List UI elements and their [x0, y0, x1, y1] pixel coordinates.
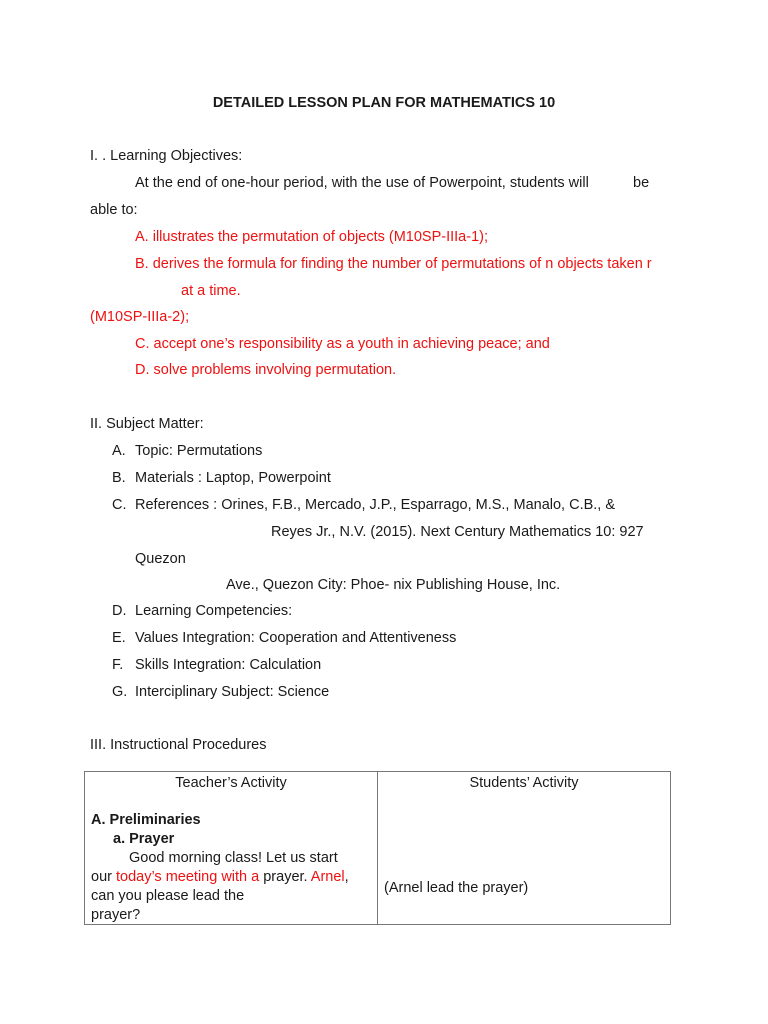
activity-table [84, 771, 671, 925]
teacher-line2-part2: prayer. [259, 869, 311, 885]
teacher-line2-highlight1: today’s meeting with a [116, 869, 260, 885]
list-marker: A. [112, 443, 126, 459]
objective-b-line1: B. derives the formula for finding the number of permutations of n objects taken r [135, 256, 652, 272]
subject-item-values [112, 629, 456, 647]
teacher-line4: prayer? [91, 907, 141, 923]
subject-item-topic [112, 442, 262, 460]
subject-item-references [112, 496, 615, 514]
subject-heading: II. Subject Matter: [90, 416, 204, 432]
objectives-heading: I. . Learning Objectives: [90, 148, 243, 164]
list-marker: B. [112, 470, 126, 486]
teacher-line3: can you please lead the [91, 888, 245, 904]
teacher-line2 [91, 868, 349, 887]
list-item-text: References : Orines, F.B., Mercado, J.P., Esparrago, M.S., Manalo, C.B., & [135, 497, 616, 513]
teacher-activity-header: Teacher’s Activity [175, 775, 287, 791]
preliminaries-heading: A. Preliminaries [91, 812, 201, 828]
page-title: DETAILED LESSON PLAN FOR MATHEMATICS 10 [212, 95, 556, 111]
list-marker: E. [112, 630, 126, 646]
objective-d: D. solve problems involving permutation. [135, 362, 397, 378]
objectives-intro-line2: able to: [90, 202, 138, 218]
subject-item-skills [112, 656, 321, 674]
objectives-intro-line1: At the end of one-hour period, with the use of Powerpoint, students will [135, 175, 589, 191]
student-response: (Arnel lead the prayer) [384, 880, 529, 896]
objectives-intro-be: be [633, 175, 650, 191]
prayer-heading: a. Prayer [113, 831, 175, 847]
list-item-text: Learning Competencies: [135, 603, 293, 619]
teacher-line2-part1: our [91, 869, 116, 885]
students-activity-cell [378, 772, 671, 925]
procedures-heading: III. Instructional Procedures [90, 737, 267, 753]
list-item-text: Topic: Permutations [135, 443, 263, 459]
list-marker: G. [112, 684, 128, 700]
reference-line2: Reyes Jr., N.V. (2015). Next Century Mathematics 10: 927 [271, 524, 644, 540]
list-item-text: Values Integration: Cooperation and Attentiveness [135, 630, 457, 646]
objective-a: A. illustrates the permutation of objects (M10SP-IIIa-1); [135, 229, 488, 245]
objective-b-line3: (M10SP-IIIa-2); [90, 309, 190, 325]
objective-b-line2: at a time. [181, 283, 241, 299]
subject-item-interdisciplinary [112, 683, 329, 701]
list-item-text: Interciplinary Subject: Science [135, 684, 330, 700]
objective-c: C. accept one’s responsibility as a youth in achieving peace; and [135, 336, 550, 352]
subject-item-competencies [112, 602, 292, 620]
list-item-text: Materials : Laptop, Powerpoint [135, 470, 331, 486]
teacher-line1: Good morning class! Let us start [129, 850, 338, 866]
teacher-line2-part3: , [344, 869, 349, 885]
list-item-text: Skills Integration: Calculation [135, 657, 322, 673]
subject-item-materials [112, 469, 331, 487]
teacher-activity-cell [85, 772, 378, 925]
list-marker: C. [112, 497, 127, 513]
list-marker: F. [112, 657, 124, 673]
reference-line4: Ave., Quezon City: Phoe- nix Publishing House, Inc. [226, 577, 561, 593]
list-marker: D. [112, 603, 127, 619]
teacher-line2-highlight2: Arnel [310, 869, 345, 885]
students-activity-header: Students’ Activity [469, 775, 579, 791]
reference-line3: Quezon [135, 551, 186, 567]
